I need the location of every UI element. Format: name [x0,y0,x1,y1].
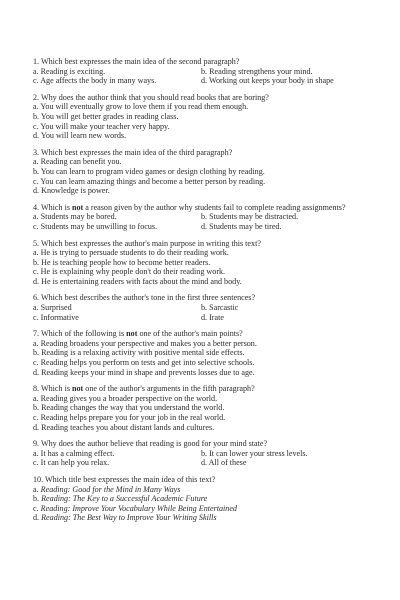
answer-option-d[interactable] [33,131,382,141]
question-number: 4. [33,202,40,212]
option-text: Age affects the body in many ways. [40,76,157,86]
option-text: You can learn amazing things and become a better person by reading. [40,176,266,186]
option-text: You will learn new words. [40,131,127,141]
answer-option-c[interactable] [33,122,382,132]
option-text: All of these [208,458,247,468]
option-letter: c. [33,312,39,322]
answer-option-b[interactable] [33,494,382,504]
option-letter: d. [33,422,40,432]
answer-option-b[interactable] [33,258,382,268]
answer-option-a[interactable] [33,449,201,459]
question-7 [33,329,382,377]
emphasis-not: not [126,329,138,339]
answer-option-b[interactable] [33,348,382,358]
answer-option-c[interactable] [33,267,382,277]
question-5 [33,239,382,287]
answer-option-a[interactable] [33,303,201,313]
answer-option-d[interactable] [201,458,382,468]
option-letter: b. [201,448,208,458]
answer-option-b[interactable] [33,112,382,122]
question-1 [33,57,382,86]
question-4 [33,203,382,232]
question-prompt: Which best expresses the author's main purpose in writing this text? [40,238,261,248]
answer-option-d[interactable] [201,313,382,323]
answer-option-a[interactable] [33,485,382,495]
option-text: It has a calming effect. [40,448,115,458]
option-letter: a. [33,303,39,313]
option-text: Reading is exciting. [40,66,106,76]
question-prompt-start: Which is [40,384,72,394]
question-prompt: Which best describes the author's tone in the first three sentences? [40,293,256,303]
option-letter: b. [33,111,40,121]
question-prompt: Why does the author believe that reading is good for your mind state? [40,439,268,449]
option-text: Reading: Improve Your Vocabulary While Being Entertained [40,503,237,513]
emphasis-not: not [72,202,84,212]
option-text: Irate [209,312,224,322]
option-letter: c. [33,176,39,186]
answer-option-a[interactable] [33,157,382,167]
option-text: Knowledge is power. [41,186,110,196]
option-letter: c. [33,121,39,131]
answer-option-c[interactable] [33,177,382,187]
answer-option-b[interactable] [201,449,382,459]
answer-option-c[interactable] [33,313,201,323]
option-text: Reading keeps your mind in shape and prevents losses due to age. [41,367,255,377]
answer-option-b[interactable] [33,167,382,177]
answer-options [33,394,382,432]
option-letter: a. [33,448,39,458]
question-text [33,475,382,485]
answer-options [33,67,382,86]
question-prompt-end: one of the author's main points? [137,329,243,339]
option-text: Reading gives you a broader perspective on the world. [40,393,218,403]
option-letter: b. [201,303,208,313]
answer-option-c[interactable] [33,458,201,468]
question-number: 10. [33,474,44,484]
option-text: He is explaining why people don't do their reading work. [40,267,226,277]
option-text: Reading helps you perform on tests and get into selective schools. [40,358,255,368]
question-number: 5. [33,238,40,248]
option-text: You will eventually grow to love them if you read them enough. [40,102,249,112]
answer-options [33,212,382,231]
option-text: He is entertaining readers with facts about the mind and body. [41,276,242,286]
option-text: You can learn to program video games or design clothing by reading. [40,166,265,176]
option-text: Surprised [40,303,72,313]
question-prompt-start: Which of the following is [40,329,127,339]
answer-option-b[interactable] [201,67,382,77]
option-letter: b. [201,212,208,222]
question-10 [33,475,382,523]
question-9 [33,439,382,468]
option-text: Informative [40,312,79,322]
question-2 [33,93,382,141]
answer-options [33,102,382,140]
option-text: Reading can benefit you. [40,157,122,167]
answer-option-b[interactable] [201,212,382,222]
option-letter: d. [33,367,40,377]
answer-option-d[interactable] [201,76,382,86]
question-number: 2. [33,92,40,102]
question-6 [33,293,382,322]
option-text: Reading: The Best Way to Improve Your Writing Skills [41,513,217,523]
answer-option-a[interactable] [33,102,382,112]
option-text: Students may be bored. [40,212,117,222]
answer-options [33,248,382,286]
answer-option-c[interactable] [33,358,382,368]
option-letter: a. [33,66,39,76]
option-letter: c. [33,221,39,231]
question-8 [33,384,382,432]
question-prompt: Why does the author think that you should read books that are boring? [40,92,269,102]
question-prompt-start: Which is [40,202,72,212]
question-number: 1. [33,57,40,66]
option-letter: b. [33,257,40,267]
answer-option-d[interactable] [201,222,382,232]
option-letter: a. [33,212,39,222]
option-letter: c. [33,503,39,513]
option-text: It can help you relax. [40,458,110,468]
option-letter: b. [33,403,40,413]
option-text: Reading changes the way that you understand the world. [41,403,225,413]
answer-option-d[interactable] [33,513,382,523]
answer-option-c[interactable] [33,504,382,514]
option-letter: a. [33,248,39,258]
option-letter: b. [33,166,40,176]
option-letter: d. [33,513,40,523]
emphasis-not: not [72,384,84,394]
answer-option-a[interactable] [33,212,201,222]
question-prompt: Which title best expresses the main idea of this text? [45,474,216,484]
option-text: Reading broadens your perspective and makes you a better person. [40,338,257,348]
answer-option-b[interactable] [33,403,382,413]
answer-option-a[interactable] [33,394,382,404]
option-text: Sarcastic [209,303,239,313]
option-text: He is teaching people how to become better readers. [41,257,211,267]
question-text [33,384,382,394]
option-text: Reading helps prepare you for your job in the real world. [40,413,226,422]
option-letter: a. [33,393,39,403]
question-number: 8. [33,384,40,394]
answer-option-d[interactable] [33,423,382,433]
option-text: Students may be tired. [209,221,282,231]
option-text: He is trying to persuade students to do their reading work. [40,248,229,258]
question-prompt: Which best expresses the main idea of the second paragraph? [40,57,240,66]
question-number: 3. [33,147,40,157]
option-text: Reading: The Key to a Successful Academic Future [41,494,208,504]
question-text [33,148,382,158]
question-number: 7. [33,329,40,339]
answer-options [33,339,382,377]
answer-option-d[interactable] [33,368,382,378]
option-letter: d. [33,276,40,286]
answer-option-c[interactable] [33,222,201,232]
option-letter: d. [201,312,208,322]
option-letter: d. [201,458,208,468]
answer-options [33,303,382,322]
answer-option-b[interactable] [201,303,382,313]
option-text: You will make your teacher very happy. [40,121,170,131]
option-text: You will get better grades in reading class. [40,111,179,121]
option-letter: c. [33,358,39,368]
option-text: Students may be unwilling to focus. [40,221,158,231]
question-prompt-end: a reason given by the author why students fail to complete reading assignments? [83,202,346,212]
question-text [33,239,382,249]
question-3 [33,148,382,196]
option-letter: c. [33,76,39,86]
option-letter: a. [33,157,39,167]
question-text [33,203,382,213]
answer-options [33,449,382,468]
question-number: 6. [33,293,40,303]
answer-option-a[interactable] [33,248,382,258]
option-letter: b. [33,348,40,358]
answer-option-d[interactable] [33,186,382,196]
option-letter: a. [33,338,39,348]
answer-options [33,485,382,523]
option-letter: c. [33,458,39,468]
option-letter: b. [201,66,208,76]
answer-option-c[interactable] [33,413,382,423]
answer-option-a[interactable] [33,67,201,77]
question-text [33,439,382,449]
option-letter: d. [33,131,40,141]
option-text: It can lower your stress levels. [209,448,308,458]
option-letter: c. [33,413,39,422]
question-text [33,57,382,67]
answer-option-c[interactable] [33,76,201,86]
option-letter: d. [201,76,208,86]
question-text [33,93,382,103]
question-number: 9. [33,439,40,449]
option-text: Reading teaches you about distant lands and cultures. [41,422,215,432]
question-prompt: Which best expresses the main idea of the third paragraph? [40,147,233,157]
option-letter: d. [201,221,208,231]
question-text [33,329,382,339]
option-text: Reading strengthens your mind. [209,66,313,76]
option-letter: c. [33,267,39,277]
option-letter: b. [33,494,40,504]
option-letter: a. [33,102,39,112]
answer-option-a[interactable] [33,339,382,349]
option-text: Working out keeps your body in shape [208,76,334,86]
answer-option-d[interactable] [33,277,382,287]
question-text [33,293,382,303]
question-prompt-end: one of the author's arguments in the fifth paragraph? [83,384,255,394]
option-text: Reading: Good for the Mind in Many Ways [40,484,181,494]
option-letter: d. [33,186,40,196]
option-text: Reading is a relaxing activity with positive mental side effects. [41,348,245,358]
option-text: Students may be distracted. [209,212,299,222]
option-letter: a. [33,484,39,494]
answer-options [33,157,382,195]
